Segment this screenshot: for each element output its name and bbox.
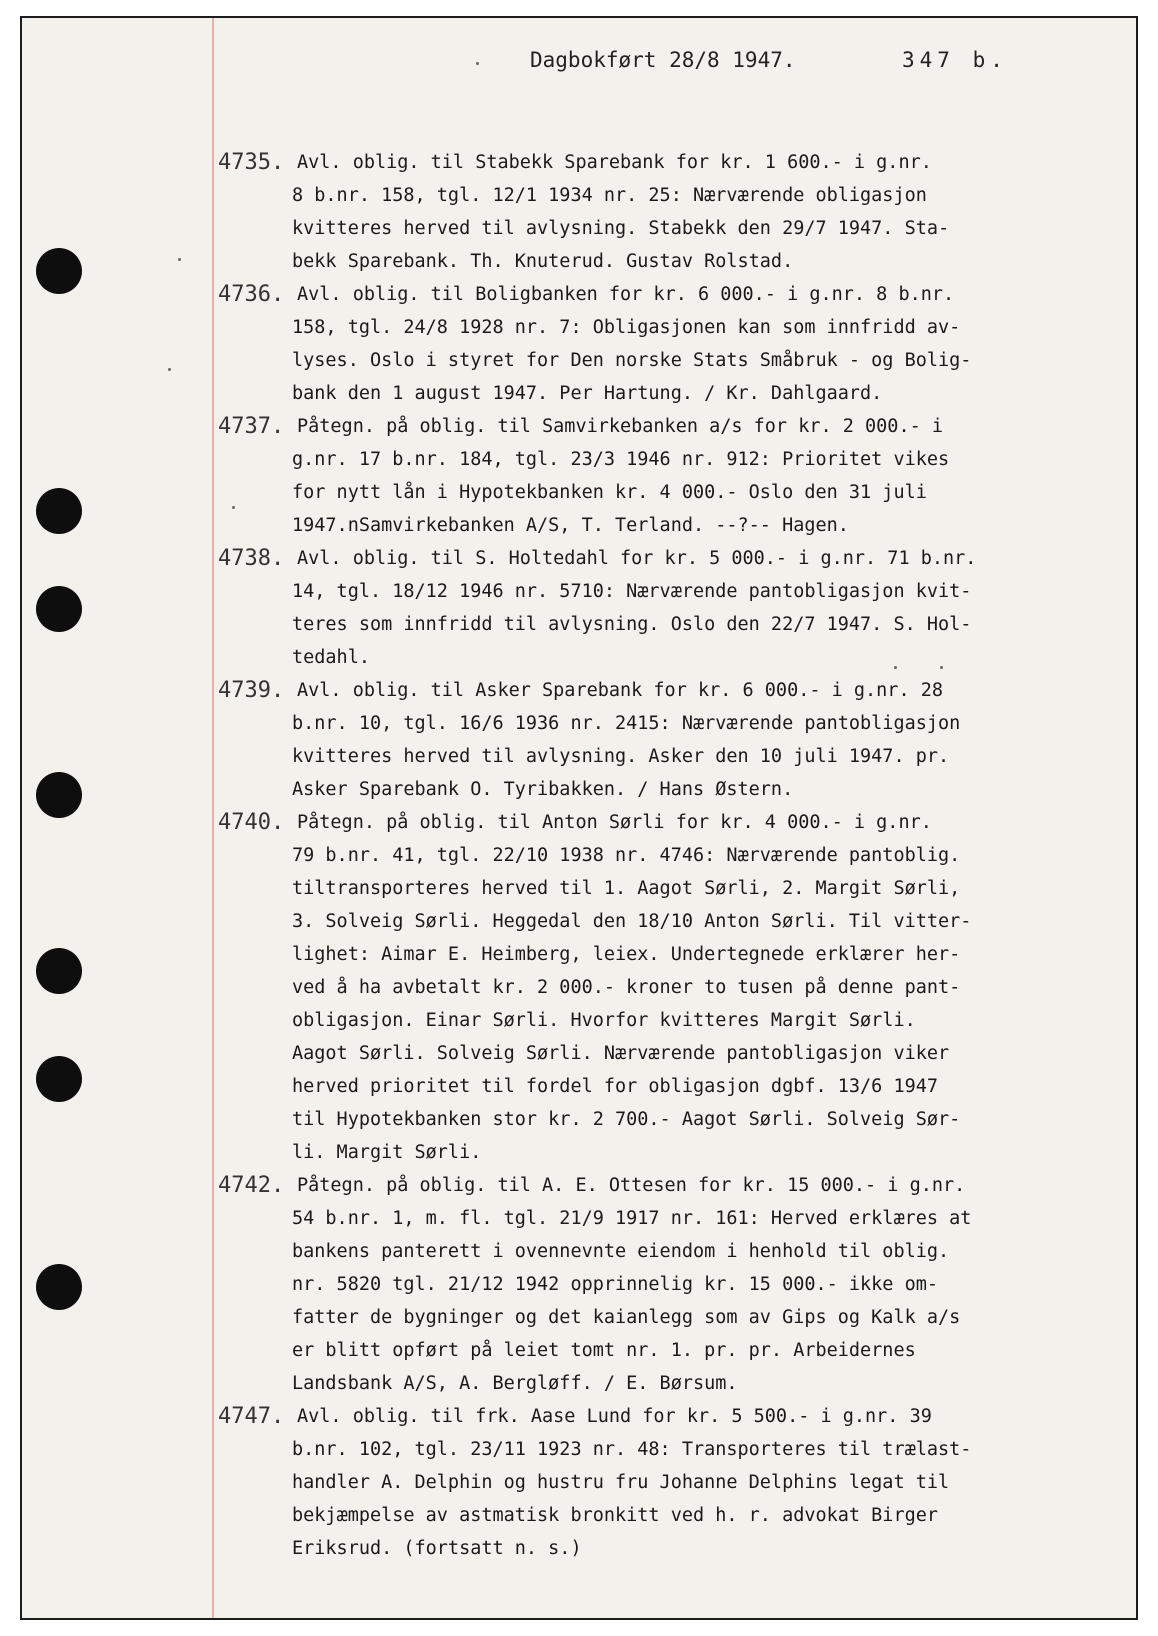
entry-text: Eriksrud. (fortsatt n. s.): [292, 1538, 582, 1559]
entry-text: 14, tgl. 18/12 1946 nr. 5710: Nærværende pantobligasjon kvit-: [292, 581, 972, 602]
entry-line: [22, 839, 1136, 872]
entry-line: [22, 905, 1136, 938]
journal-entry: [22, 146, 1136, 278]
journal-entry: [22, 542, 1136, 674]
entry-text: 3. Solveig Sørli. Heggedal den 18/10 Anton Sørli. Til vitter-: [292, 911, 972, 932]
entry-line: [22, 971, 1136, 1004]
entry-text: Avl. oblig. til Boligbanken for kr. 6 000.- i g.nr. 8 b.nr.: [297, 284, 955, 305]
entry-text: lyses. Oslo i styret for Den norske Stats Småbruk - og Bolig-: [292, 350, 972, 371]
entry-text: fatter de bygninger og det kaianlegg som av Gips og Kalk a/s: [292, 1307, 961, 1328]
entry-text: kvitteres herved til avlysning. Stabekk den 29/7 1947. Sta-: [292, 218, 950, 239]
entry-number: 4742.: [218, 1173, 285, 1198]
entry-line: [22, 707, 1136, 740]
entry-text: Avl. oblig. til S. Holtedahl for kr. 5 000.- i g.nr. 71 b.nr.: [297, 548, 977, 569]
entry-line: [22, 1169, 1136, 1202]
entry-text: b.nr. 10, tgl. 16/6 1936 nr. 2415: Nærværende pantobligasjon: [292, 713, 961, 734]
entry-text: tedahl.: [292, 647, 370, 668]
page-header: [22, 48, 1136, 88]
entry-text: Avl. oblig. til Asker Sparebank for kr. 6 000.- i g.nr. 28: [297, 680, 944, 701]
entry-text: ved å ha avbetalt kr. 2 000.- kroner to tusen på denne pant-: [292, 977, 961, 998]
journal-entry: [22, 806, 1136, 1169]
entry-line: [22, 443, 1136, 476]
entry-line: [22, 674, 1136, 707]
entry-text: bankens panterett i ovennevnte eiendom i henhold til oblig.: [292, 1241, 950, 1262]
entry-text: teres som innfridd til avlysning. Oslo den 22/7 1947. S. Hol-: [292, 614, 972, 635]
entry-text: 54 b.nr. 1, m. fl. tgl. 21/9 1917 nr. 161: Herved erklæres at: [292, 1208, 972, 1229]
entry-text: Avl. oblig. til frk. Aase Lund for kr. 5 500.- i g.nr. 39: [297, 1406, 932, 1427]
entry-number: 4735.: [218, 150, 285, 175]
entry-line: [22, 1004, 1136, 1037]
entry-line: [22, 1532, 1136, 1565]
entry-number: 4747.: [218, 1404, 285, 1429]
entry-line: [22, 1400, 1136, 1433]
entry-line: [22, 1235, 1136, 1268]
entry-line: [22, 278, 1136, 311]
entry-line: [22, 1202, 1136, 1235]
entry-text: 8 b.nr. 158, tgl. 12/1 1934 nr. 25: Nærværende obligasjon: [292, 185, 927, 206]
journal-entry: [22, 410, 1136, 542]
entry-text: g.nr. 17 b.nr. 184, tgl. 23/3 1946 nr. 912: Prioritet vikes: [292, 449, 950, 470]
entry-line: [22, 773, 1136, 806]
entry-line: [22, 1268, 1136, 1301]
entry-text: 1947.nSamvirkebanken A/S, T. Terland. --?-- Hagen.: [292, 515, 849, 536]
entry-line: [22, 542, 1136, 575]
entry-text: Avl. oblig. til Stabekk Sparebank for kr. 1 600.- i g.nr.: [297, 152, 932, 173]
entry-line: [22, 344, 1136, 377]
entry-text: Aagot Sørli. Solveig Sørli. Nærværende pantobligasjon viker: [292, 1043, 950, 1064]
entry-text: Asker Sparebank O. Tyribakken. / Hans Østern.: [292, 779, 794, 800]
entry-line: [22, 410, 1136, 443]
entry-text: b.nr. 102, tgl. 23/11 1923 nr. 48: Transporteres til trælast-: [292, 1439, 972, 1460]
journal-page: [20, 16, 1138, 1620]
entry-list: [22, 146, 1136, 1565]
entry-text: li. Margit Sørli.: [292, 1142, 482, 1163]
entry-line: [22, 1433, 1136, 1466]
journal-entry: [22, 1400, 1136, 1565]
entry-text: nr. 5820 tgl. 21/12 1942 opprinnelig kr. 15 000.- ikke om-: [292, 1274, 939, 1295]
entry-line: [22, 1070, 1136, 1103]
entry-line: [22, 641, 1136, 674]
entry-line: [22, 872, 1136, 905]
entry-line: [22, 1367, 1136, 1400]
entry-line: [22, 476, 1136, 509]
entry-text: tiltransporteres herved til 1. Aagot Sørli, 2. Margit Sørli,: [292, 878, 961, 899]
journal-entry: [22, 278, 1136, 410]
entry-text: Påtegn. på oblig. til A. E. Ottesen for kr. 15 000.- i g.nr.: [297, 1175, 966, 1196]
entry-line: [22, 575, 1136, 608]
entry-line: [22, 1103, 1136, 1136]
journal-entry: [22, 674, 1136, 806]
entry-text: Landsbank A/S, A. Bergløff. / E. Børsum.: [292, 1373, 738, 1394]
entry-line: [22, 608, 1136, 641]
entry-text: er blitt opført på leiet tomt nr. 1. pr. pr. Arbeidernes: [292, 1340, 916, 1361]
entry-text: handler A. Delphin og hustru fru Johanne Delphins legat til: [292, 1472, 950, 1493]
entry-text: bekk Sparebank. Th. Knuterud. Gustav Rolstad.: [292, 251, 794, 272]
entry-text: lighet: Aimar E. Heimberg, leiex. Undertegnede erklærer her-: [292, 944, 961, 965]
journal-entry: [22, 1169, 1136, 1400]
entry-line: [22, 377, 1136, 410]
entry-text: kvitteres herved til avlysning. Asker den 10 juli 1947. pr.: [292, 746, 950, 767]
entry-line: [22, 740, 1136, 773]
entry-text: herved prioritet til fordel for obligasjon dgbf. 13/6 1947: [292, 1076, 939, 1097]
entry-text: Påtegn. på oblig. til Anton Sørli for kr. 4 000.- i g.nr.: [297, 812, 932, 833]
page-number: 347 b.: [902, 48, 1008, 72]
entry-text: bekjæmpelse av astmatisk bronkitt ved h. r. advokat Birger: [292, 1505, 939, 1526]
entry-number: 4740.: [218, 810, 285, 835]
entry-line: [22, 212, 1136, 245]
entry-text: Påtegn. på oblig. til Samvirkebanken a/s for kr. 2 000.- i: [297, 416, 944, 437]
entry-text: obligasjon. Einar Sørli. Hvorfor kvitteres Margit Sørli.: [292, 1010, 916, 1031]
entry-line: [22, 806, 1136, 839]
entry-number: 4737.: [218, 414, 285, 439]
entry-number: 4739.: [218, 678, 285, 703]
entry-line: [22, 1499, 1136, 1532]
entry-line: [22, 245, 1136, 278]
entry-line: [22, 311, 1136, 344]
entry-text: 158, tgl. 24/8 1928 nr. 7: Obligasjonen kan som innfridd av-: [292, 317, 961, 338]
entry-text: 79 b.nr. 41, tgl. 22/10 1938 nr. 4746: Nærværende pantoblig.: [292, 845, 961, 866]
entry-line: [22, 146, 1136, 179]
entry-number: 4738.: [218, 546, 285, 571]
entry-text: bank den 1 august 1947. Per Hartung. / Kr. Dahlgaard.: [292, 383, 883, 404]
entry-line: [22, 1301, 1136, 1334]
entry-line: [22, 1466, 1136, 1499]
journal-date: Dagbokført 28/8 1947.: [530, 48, 796, 72]
entry-line: [22, 1334, 1136, 1367]
entry-line: [22, 179, 1136, 212]
entry-number: 4736.: [218, 282, 285, 307]
entry-line: [22, 1136, 1136, 1169]
entry-line: [22, 509, 1136, 542]
entry-text: til Hypotekbanken stor kr. 2 700.- Aagot Sørli. Solveig Sør-: [292, 1109, 961, 1130]
entry-line: [22, 938, 1136, 971]
entry-text: for nytt lån i Hypotekbanken kr. 4 000.- Oslo den 31 juli: [292, 482, 927, 503]
entry-line: [22, 1037, 1136, 1070]
